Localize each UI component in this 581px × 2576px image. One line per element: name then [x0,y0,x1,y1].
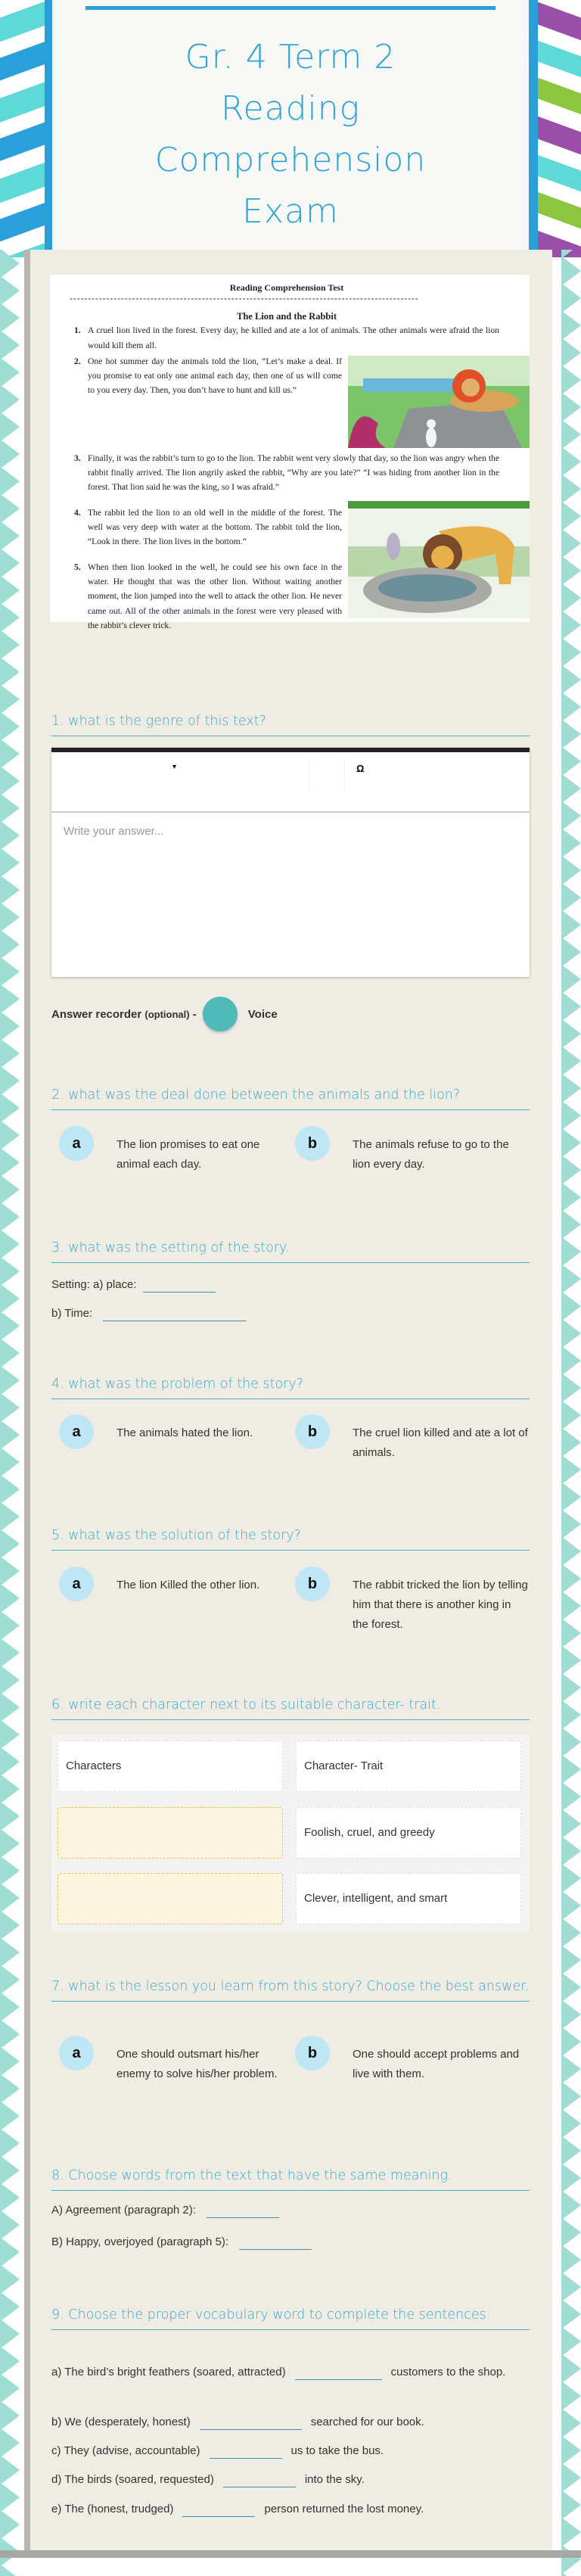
option-letter: a [59,1414,94,1449]
option-text: The lion promises to eat one animal each day. [117,1138,260,1171]
passage-paragraph [74,323,499,353]
vocab-sentence [51,2441,384,2461]
paragraph-text: Finally, it was the rabbit’s turn to go to the lion. The rabbit went very slowly that day, so the lion was angry when the rabbit finally arrived. The lion angrily asked the rabbit, “Why are you late?” “I was hiding from another lion in the forest. That lion said he was the king, so I was afraid.” [88,453,499,493]
place-blank-input[interactable] [143,1282,216,1293]
question-3-heading: 3. what was the setting of the story. [51,1238,530,1263]
passage-paragraph [74,560,499,633]
option-text: One should accept problems and live with them. [353,2048,520,2080]
answer-recorder [51,997,278,1031]
answer-editor[interactable] [51,748,530,977]
toolbar-separator [344,758,345,790]
paragraph-number: 2. [74,356,81,366]
trait-cell: Clever, intelligent, and smart [296,1873,521,1924]
recorder-dash: - [192,1007,197,1021]
paragraph-text: When then lion looked in the well, he could see his own face in the water. He thought that was the other lion. Without waiting another moment, the lion jumped into the well to attack the other lion. He never came out. All of the other animals in the forest were very pleased with the rabbit’s clever trick. [88,562,342,630]
setting-place-row [51,1275,222,1295]
synonym-row [51,2232,318,2252]
option-letter: a [59,1126,94,1161]
passage-paragraph [74,451,499,495]
setting-time-row [51,1304,253,1324]
sentence-end: customers to the shop. [390,2366,506,2378]
vocab-blank-input[interactable] [210,2448,282,2459]
trait-cell: Foolish, cruel, and greedy [296,1807,521,1859]
passage-paragraph [74,354,499,398]
vocab-blank-input[interactable] [295,2369,382,2380]
paragraph-text: The rabbit led the lion to an old well in the middle of the forest. The well was very deep with water at the bottom. The rabbit told the lion, “Look in there. The lion lives in the bottom.” [88,507,342,547]
option-text: The animals refuse to go to the lion every day. [353,1138,509,1171]
sentence-start: a) The bird’s bright feathers (soared, attracted) [51,2366,286,2378]
passage-title: Reading Comprehension Test [229,282,344,293]
passage-paragraph [74,506,499,549]
option-text: The lion Killed the other lion. [117,1579,260,1591]
vocab-sentence [51,2470,365,2490]
sentence-start: d) The birds (soared, requested) [51,2473,214,2486]
question-2-heading: 2. what was the deal done between the animals and the lion? [51,1085,530,1110]
synonym-label: A) Agreement (paragraph 2): [51,2204,196,2217]
sentence-start: c) They (advise, accountable) [51,2444,200,2457]
voice-label: Voice [247,1007,278,1021]
paragraph-text: A cruel lion lived in the forest. Every day, he killed and ate a lot of animals. The other animals were afraid the lion would kill them all. [88,325,499,350]
option-a[interactable] [59,1423,294,1443]
question-6-heading: 6. write each character next to its suitable character- trait. [51,1695,530,1720]
option-letter: b [295,1566,330,1601]
sentence-start: b) We (desperately, honest) [51,2416,191,2428]
option-b[interactable] [295,1135,530,1174]
option-text: One should outsmart his/her enemy to solve his/her problem. [117,2048,278,2080]
character-drop-zone[interactable] [57,1873,283,1924]
time-label: b) Time: [51,1307,93,1320]
synonym-blank-input[interactable] [239,2239,312,2250]
passage-divider: ----------------------------------------------------------------------------------------------- [70,295,419,304]
question-4-heading: 4. what was the problem of the story? [51,1374,530,1399]
recorder-label: Answer recorder [51,1007,142,1021]
vocab-blank-input[interactable] [200,2419,302,2430]
question-7-heading: 7. what is the lesson you learn from this story? Choose the best answer. [51,1977,530,2002]
option-a[interactable] [59,2045,294,2084]
page-title [52,32,529,238]
vocab-sentence [51,2362,530,2383]
paragraph-number: 5. [74,562,81,572]
sentence-end: searched for our book. [310,2416,424,2428]
vocab-blank-input[interactable] [223,2477,296,2487]
option-a[interactable] [59,1135,294,1174]
title-card [45,0,538,257]
synonym-label: B) Happy, overjoyed (paragraph 5): [51,2235,229,2248]
option-letter: a [59,2036,94,2070]
time-blank-input[interactable] [103,1311,247,1321]
characters-header: Characters [57,1741,283,1792]
option-letter: b [295,1414,330,1449]
question-1-heading: 1. what is the genre of this text? [51,711,530,736]
option-letter: a [59,1566,94,1601]
option-b[interactable] [295,2045,530,2084]
format-dropdown-caret-icon[interactable]: ▾ [172,763,177,771]
vocab-sentence [51,2500,424,2519]
paragraph-number: 4. [74,507,81,518]
answer-textarea[interactable]: Write your answer... [64,825,164,838]
sentence-end: into the sky. [304,2473,365,2486]
reading-passage-image [50,275,530,630]
option-text: The rabbit tricked the lion by telling him that there is another king in the forest. [353,1579,528,1631]
option-b[interactable] [295,1423,530,1463]
question-5-heading: 5. what was the solution of the story? [51,1526,530,1551]
character-drop-zone[interactable] [57,1807,283,1859]
worksheet-footer-bar [0,2550,581,2558]
question-8-heading: 8. Choose words from the text that have the same meaning. [51,2166,530,2191]
option-a[interactable] [59,1576,294,1595]
synonym-row [51,2201,285,2220]
vocab-sentence [51,2413,424,2432]
title-line: Comprehension [154,141,427,179]
sentence-end: us to take the bus. [290,2444,384,2457]
matching-table [51,1734,530,1931]
vocab-blank-input[interactable] [182,2506,255,2517]
editor-toolbar [51,752,530,813]
title-card-top-line [85,6,496,10]
paragraph-text: One hot summer day the animals told the lion, “Let’s make a deal. If you promise to eat only one animal each day, then one of us will come to you every day. Then, you don’t have to hunt and kill us.” [88,356,342,396]
option-letter: b [295,2036,330,2070]
question-9-heading: 9. Choose the proper vocabulary word to complete the sentences. [51,2305,530,2330]
sentence-start: e) The (honest, trudged) [51,2503,174,2515]
special-character-button[interactable]: Ω [356,763,365,774]
sentence-end: person returned the lost money. [264,2503,424,2515]
option-b[interactable] [295,1576,530,1635]
option-letter: b [295,1126,330,1161]
record-button[interactable] [203,997,238,1031]
right-triangle-pattern [551,250,581,2576]
title-line: Reading [220,89,361,128]
option-text: The animals hated the lion. [117,1426,253,1439]
title-line: Exam [242,192,339,231]
place-label: Setting: a) place: [51,1278,137,1291]
title-line: Gr. 4 Term 2 [185,38,396,76]
paragraph-number: 1. [74,325,81,336]
passage-subtitle: The Lion and the Rabbit [237,311,337,322]
recorder-optional: (optional) [144,1008,190,1020]
paragraph-number: 3. [74,453,81,463]
trait-header: Character- Trait [296,1741,521,1792]
option-text: The cruel lion killed and ate a lot of animals. [353,1426,528,1459]
synonym-blank-input[interactable] [207,2207,279,2218]
